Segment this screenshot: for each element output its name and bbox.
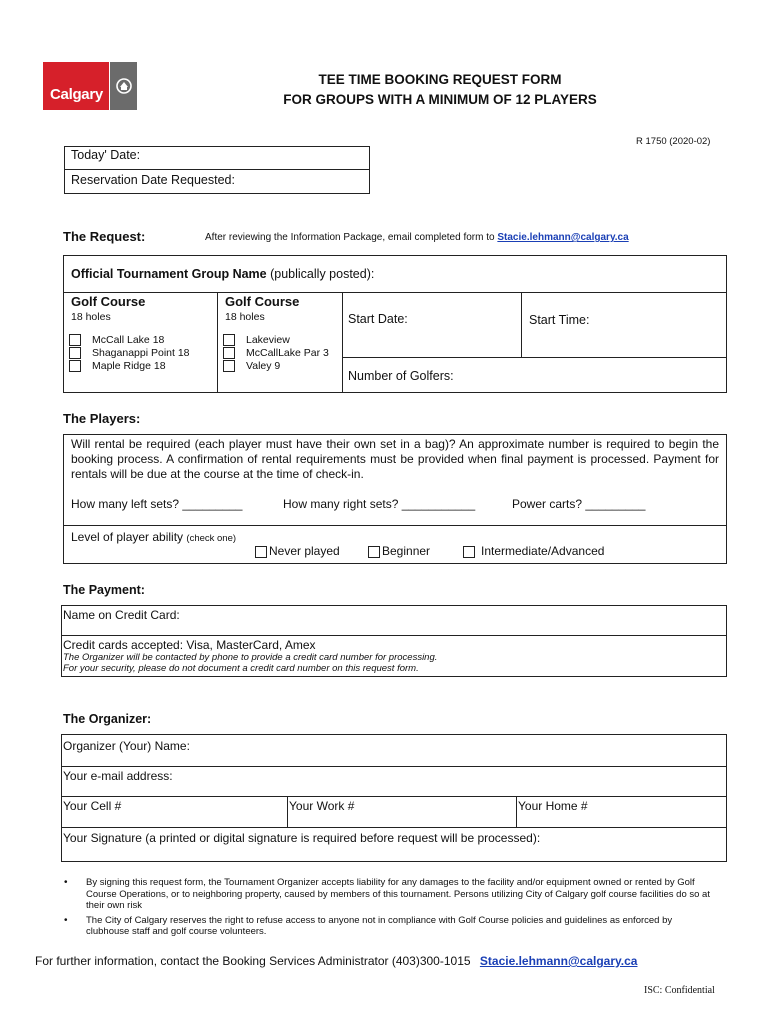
course-option-label: Valey 9 bbox=[246, 360, 281, 372]
course-option-valley9[interactable] bbox=[223, 360, 329, 373]
organizer-home-field[interactable]: Your Home # bbox=[518, 799, 588, 813]
course-option-label: Lakeview bbox=[246, 334, 290, 346]
right-sets-field[interactable]: How many right sets? ___________ bbox=[283, 497, 476, 511]
start-date-field[interactable]: Start Date: bbox=[348, 312, 408, 326]
organizer-cell-field[interactable]: Your Cell # bbox=[63, 799, 122, 813]
checkbox[interactable] bbox=[69, 334, 81, 346]
ability-option-label: Never played bbox=[269, 544, 340, 558]
ability-intermediate-advanced[interactable] bbox=[463, 544, 604, 558]
course-col1-options bbox=[69, 334, 190, 373]
footer-email-link[interactable]: Stacie.lehmann@calgary.ca bbox=[479, 954, 638, 968]
request-email-link[interactable]: Stacie.lehmann@calgary.ca bbox=[497, 232, 629, 243]
course-option-label: McCall Lake 18 bbox=[92, 334, 165, 346]
course-col2-options bbox=[223, 334, 329, 373]
course-option-mccall-par3[interactable] bbox=[223, 347, 329, 360]
checkbox[interactable] bbox=[223, 360, 235, 372]
course-option-label: McCallLake Par 3 bbox=[246, 347, 329, 359]
classification-label: ISC: Confidential bbox=[644, 985, 715, 996]
course-col2-subtitle: 18 holes bbox=[225, 311, 265, 323]
organizer-work-field[interactable]: Your Work # bbox=[289, 799, 355, 813]
credit-cards-accepted: Credit cards accepted: Visa, MasterCard, Amex bbox=[63, 638, 316, 652]
checkbox[interactable] bbox=[463, 546, 475, 558]
course-option-label: Maple Ridge 18 bbox=[92, 360, 166, 372]
checkbox[interactable] bbox=[223, 334, 235, 346]
payment-note-security: For your security, please do not document a credit card number on this request form. bbox=[63, 663, 419, 674]
course-option-shaganappi[interactable] bbox=[69, 347, 190, 360]
power-carts-field[interactable]: Power carts? _________ bbox=[512, 497, 646, 511]
ability-option-label: Beginner bbox=[382, 544, 431, 558]
course-col1-subtitle: 18 holes bbox=[71, 311, 111, 323]
number-of-golfers-field[interactable]: Number of Golfers: bbox=[348, 369, 454, 383]
players-heading: The Players: bbox=[63, 411, 141, 426]
checkbox[interactable] bbox=[223, 347, 235, 359]
group-name-note: (publically posted): bbox=[270, 267, 375, 281]
checkbox[interactable] bbox=[69, 347, 81, 359]
course-option-mccall-lake[interactable] bbox=[69, 334, 190, 347]
request-instruction-text: After reviewing the Information Package, email completed form to bbox=[205, 232, 495, 243]
group-name-label: Official Tournament Group Name bbox=[71, 267, 267, 281]
city-logo-text: Calgary bbox=[50, 86, 103, 103]
ability-note: (check one) bbox=[186, 533, 237, 544]
term-liability: • By signing this request form, the Tournament Organizer accepts liability for any damages to the facility and/or equipment owned or rented by Golf Course Operations, or to neighboring property, caused by members of this tournament. Persons utilizing City of Calgary golf course facilities do so at their own risk bbox=[64, 877, 716, 912]
course-col1-title: Golf Course bbox=[71, 294, 146, 309]
request-heading: The Request: bbox=[63, 229, 146, 244]
checkbox[interactable] bbox=[69, 360, 81, 372]
ability-option-label: Intermediate/Advanced bbox=[481, 544, 605, 558]
course-col2-title: Golf Course bbox=[225, 294, 300, 309]
ability-label: Level of player ability bbox=[71, 530, 184, 544]
ability-beginner[interactable] bbox=[368, 544, 430, 558]
form-title-line-1: TEE TIME BOOKING REQUEST FORM bbox=[318, 72, 562, 87]
terms-list bbox=[64, 877, 716, 941]
course-option-lakeview[interactable] bbox=[223, 334, 329, 347]
ability-never-played[interactable] bbox=[255, 544, 340, 558]
course-option-maple-ridge[interactable] bbox=[69, 360, 190, 373]
payment-note-phone: The Organizer will be contacted by phone to provide a credit card number for processing. bbox=[63, 652, 438, 663]
credit-card-name-field[interactable]: Name on Credit Card: bbox=[63, 608, 180, 622]
course-option-label: Shaganappi Point 18 bbox=[92, 347, 190, 359]
left-sets-field[interactable]: How many left sets? _________ bbox=[71, 497, 243, 511]
term-refuse-access: • The City of Calgary reserves the right to refuse access to anyone not in compliance with Golf Course policies and guidelines as enforced by clubhouse staff and golf course volunteers. bbox=[64, 915, 716, 938]
form-code: R 1750 (2020-02) bbox=[636, 136, 711, 147]
checkbox[interactable] bbox=[255, 546, 267, 558]
checkbox[interactable] bbox=[368, 546, 380, 558]
start-time-field[interactable]: Start Time: bbox=[529, 313, 590, 327]
organizer-signature-field[interactable]: Your Signature (a printed or digital signature is required before request will be processed): bbox=[63, 831, 541, 845]
ability-label-row bbox=[71, 530, 236, 544]
organizer-name-field[interactable]: Organizer (Your) Name: bbox=[63, 739, 190, 753]
today-date-field[interactable]: Today' Date: bbox=[71, 148, 141, 162]
organizer-email-field[interactable]: Your e-mail address: bbox=[63, 769, 173, 783]
footer-contact bbox=[35, 954, 637, 968]
group-name-field[interactable] bbox=[71, 267, 374, 281]
rental-text: Will rental be required (each player must have their own set in a bag)? An approximate number is required to begin the booking process. A confirmation of rental requirements must be provided when final payment is processed. Payment for rentals will be due at the course at the time of check-in. bbox=[71, 437, 719, 481]
request-instruction bbox=[205, 232, 629, 243]
footer-contact-text: For further information, contact the Booking Services Administrator (403)300-1015 bbox=[35, 954, 471, 968]
reservation-date-field[interactable]: Reservation Date Requested: bbox=[71, 173, 235, 187]
organizer-heading: The Organizer: bbox=[63, 712, 152, 726]
form-title-line-2: FOR GROUPS WITH A MINIMUM OF 12 PLAYERS bbox=[283, 92, 597, 107]
payment-heading: The Payment: bbox=[63, 583, 145, 597]
